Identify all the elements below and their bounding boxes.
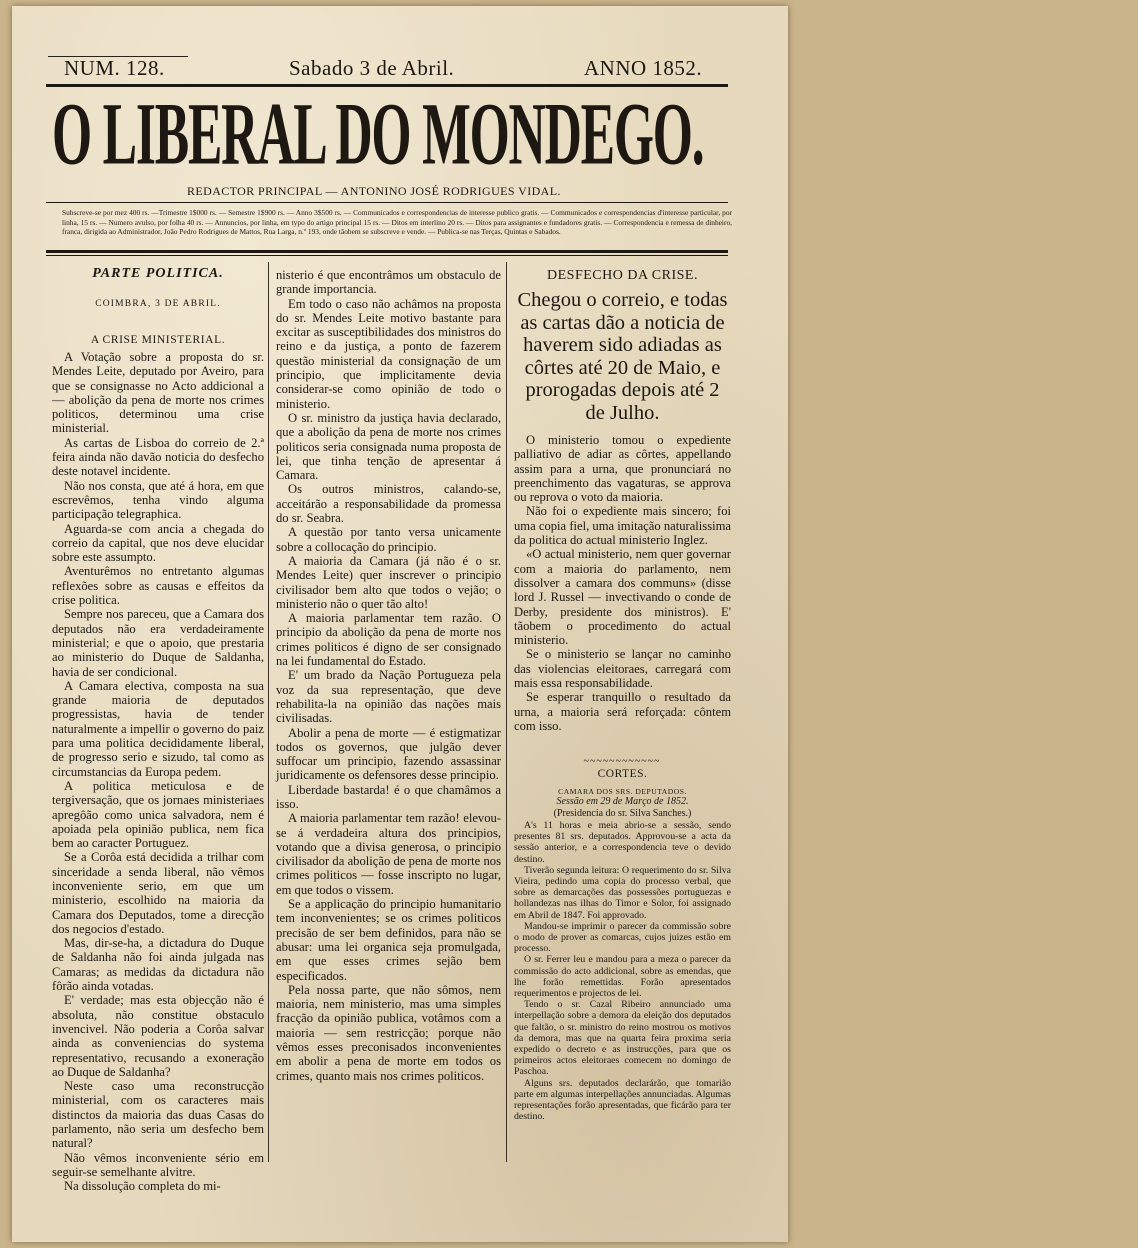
article-body [514,433,731,748]
masthead-title: O LIBERAL DO MONDEGO. [52,83,704,183]
paragraph: A questão por tanto versa unicamente sobre a collocação do principio. [276,525,501,554]
paragraph: Na dissolução completa do mi- [64,1179,221,1194]
paragraph: Aventurêmos no entretanto algumas reflexões sobre as causas e effeitos da crise politica. [52,564,264,608]
paragraph: A Votação sobre a proposta do sr. Mendes Leite, deputado por Aveiro, para que se consignasse no Acto addicional a — abolição da pena de morte nos crimes politicos, determinou uma crise ministerial. [52,350,264,436]
issue-year: ANNO 1852. [584,56,703,80]
paragraph: E' verdade; mas esta objecção não é absoluta, não constitue obstaculo invencivel. Não poderia a Corôa salvar ainda as conveniencias do systema representativo, recusando a exoneração ao Duque de Saldanha? [52,993,264,1079]
redactor-line: REDACTOR PRINCIPAL — ANTONINO JOSÉ RODRIGUES VIDAL. [187,184,561,198]
paragraph: Se o ministerio se lançar no caminho das violencias eleitoraes, carregará com mais essa responsabilidade. [514,647,731,691]
paragraph: Em todo o caso não achâmos na proposta do sr. Mendes Leite motivo bastante para excitar as susceptibilidades dos ministros do reino e da justiça, a ponto de fazerem questão ministerial da consignação de um principio, que implicitamente devia considerar-se como opinião de todo o ministerio. [276,296,501,411]
paragraph: Não nos consta, que até á hora, em que escrevêmos, tenha vindo alguma participação telegraphica. [52,478,264,522]
paragraph: A maioria parlamentar tem razão! elevou-se á verdadeira altura dos principios, votando que a divisa generosa, o principio civilisador da abolição de pena de morte nos crimes politicos — fosse inscripto no lugar, em que todos o vissem. [276,811,501,897]
paragraph: Se esperar tranquillo o resultado da urna, a maioria será reforçada: côntem com isso. [514,690,731,733]
paragraph: Se a Corôa está decidida a trilhar com sinceridade a senda liberal, não vêmos inconveniente serio, em que um ministerio, escolhido na maioria da Camara dos Deputados, tome a direcção dos negocios d'estado. [52,850,264,936]
issue-date: Sabado 3 de Abril. [289,56,455,80]
headline: Chegou o correio, e todas as cartas dão a noticia de haverem sido adiadas as côrtes até 20 de Maio, e prorogadas depois até 2 de Julho. [517,289,728,424]
paragraph: E' um brado da Nação Portugueza pela voz da sua representação, que deve rehabilita-la na opinião das nações mais civilisadas. [276,668,501,726]
paragraph: A maioria da Camara (já não é o sr. Mendes Leite) quer inscrever o principio civilisador bem alto que todos o vejão; o ministerio não o quer tão alto! [276,553,501,611]
paragraph: Alguns srs. deputados declarárão, que tomarião parte em algumas interpellações annunciadas. Algumas representações forão apresentadas, que ficárão para ter destino. [514,1077,731,1123]
minutes-body [514,820,731,1176]
paragraph: O sr. ministro da justiça havia declarado, que a abolição da pena de morte nos crimes politicos seria consignada numa proposta de lei, que tinha tenção de apresentar á Camara. [276,410,501,483]
paragraph: «O actual ministerio, nem quer governar com a maioria do parlamento, nem dissolver a camara dos communs» (disse lord J. Russel — invectivando o conde de Derby, presidente dos ministros). E' tãobem o procedimento do actual ministerio. [514,547,731,648]
paragraph: Tiverão segunda leitura: O requerimento do sr. Silva Vieira, pedindo uma copia do processo verbal, que sobre as demarcações das possessões portuguezas e hollandezas nas ilhas do Timor e Solor, foi assignado em Abril de 1847. Foi approvado. [514,864,731,921]
session-date: Sessão em 29 de Março de 1852. [556,796,689,807]
paragraph: A Camara electiva, composta na sua grande maioria de deputados progressistas, havia de tender naturalmente a impellir o governo do paiz para uma politica decididamente liberal, de progresso serio e sizudo, tal como as circumstancias da Europa pedem. [52,678,264,779]
subscription-terms: Subscreve-se por mez 400 rs. —Trimestre 1$000 rs. — Semestre 1$900 rs. — Anno 3$500 rs. — Communicados e correspondencias de interesse publico gratis. — Communicados e correspondencias d'interesse particular, por linha, 15 rs. — Numero avulso, por folha 40 rs. — Annuncios, por linha, em typo do artigo principal 15 rs. — Ditos em interlino 20 rs. — Ditos para assignantes e fundadores gratis. — Correspondencia e remessa de dinheiro, franca, dirigida ao Administrador, João Pedro Rodrigues de Mattos, Rua Larga, n.º 193, onde tãobem se subscreve e vende. — Publica-se nas Terças, Quintas e Sabados. [62,208,732,237]
terms-rule-bottom [46,250,728,253]
newspaper-page [12,6,788,1242]
paragraph: nisterio é que encontrâmos um obstaculo de grande importancia. [276,268,501,297]
paragraph: Se a applicação do principio humanitario tem inconvenientes; se os crimes politicos precisão de ser bem definidos, para não se abusar: uma lei organica seja promulgada, em que esses crimes sejão bem especificados. [276,897,501,983]
paragraph: Mas, dir-se-ha, a dictadura do Duque de Saldanha não foi ainda julgada nas Camaras; as medidas da dictadura não fôrão ainda votadas. [52,936,264,994]
paragraph: As cartas de Lisboa do correio de 2.ª feira ainda não davão noticia do desfecho deste notavel incidente. [52,435,264,479]
terms-rule-bottom-thin [46,255,728,256]
paragraph: Neste caso uma reconstrucção ministerial, com os caracteres mais distinctos da maioria das duas Casas do parlamento, não seria um desfecho bem natural? [52,1079,264,1151]
section-heading: PARTE POLITICA. [92,266,224,281]
column-divider [506,262,507,1162]
section-heading: CORTES. [597,768,648,780]
ornament-divider: ~~~~~~~~~~~~ [583,756,661,767]
paragraph: A politica meticulosa e de tergiversação, que os jornaes ministeriaes apregôão como unica salvadora, nem é apoiada pela opinião publica, nem fica bem ao caracter Portuguez. [52,778,264,851]
paragraph: Aguarda-se com ancia a chegada do correio da capital, que nos deve elucidar sobre este assumpto. [52,521,264,565]
issue-number: NUM. 128. [64,56,165,80]
paragraph: Abolir a pena de morte — é estigmatizar todos os governos, que julgão dever suffocar um principio, fazendo assassinar juridicamente os defensores desse principio. [276,725,501,783]
terms-rule-top [46,202,728,203]
paragraph: Não vêmos inconveniente sério em seguir-se semelhante alvitre. [52,1150,264,1179]
article-body [52,350,264,1194]
presidency: (Presidencia do sr. Silva Sanches.) [553,808,692,819]
paragraph: A's 11 horas e meia abrio-se a sessão, sendo presentes 81 srs. deputados. Approvou-se a acta da sessão anterior, e a correspondencia teve o devido destino. [514,820,731,865]
masthead [52,83,732,183]
paragraph: O sr. Ferrer leu e mandou para a meza o parecer da commissão do acto addicional, sobre as emendas, que lhe forão remettidas. Forão apresentados requerimentos e projectos de lei. [514,954,731,1000]
paragraph: A maioria parlamentar tem razão. O principio da abolição da pena de morte nos crimes politicos é digno de ser consignado na lei fundamental do Estado. [276,611,501,669]
dateline: COIMBRA, 3 DE ABRIL. [95,299,221,309]
paragraph: Sempre nos pareceu, que a Camara dos deputados não era verdadeiramente ministerial; e que o apoio, que prestaria ao ministerio do Duque de Saldanha, havia de ser condicional. [52,607,264,679]
article-continuation [276,268,501,1164]
paragraph: Pela nossa parte, que não sômos, nem maioria, nem ministerio, mas uma simples fracção da opinião publica, votâmos com a maioria — sem restricção; porque não vêmos esses preconisados inconvenientes em abolir a pena de morte em todos os crimes, quanto mais nos crimes politicos. [276,982,501,1083]
paragraph: Mandou-se imprimir o parecer da commissão sobre o modo de prover as comarcas, cujos juizes estão em processo. [514,920,731,955]
paragraph: O ministerio tomou o expediente palliativo de adiar as côrtes, appellando assim para a urna, que pronunciará no preenchimento das vagaturas, se approva ou reprova o voto da maioria. [514,433,731,505]
article-title: DESFECHO DA CRISE. [547,268,698,283]
paragraph: Tendo o sr. Cazal Ribeiro annunciado uma interpellação sobre a demora da eleição dos deputados que faltão, o sr. ministro do reino mostrou os motivos da demora, mas que na quarta feira proxima seria expedido o decreto e as instrucções, para que os primeiros actos eleitoraes comecem no domingo de Paschoa. [514,999,731,1078]
subheading: CAMARA DOS SRS. DEPUTADOS. [558,787,687,796]
paragraph: Liberdade bastarda! é o que chamâmos a isso. [276,782,501,811]
column-divider [268,262,269,1162]
paragraph: Os outros ministros, calando-se, acceitárão a responsabilidade da promessa do sr. Seabra. [276,482,501,526]
article-title: A CRISE MINISTERIAL. [90,334,226,346]
paragraph: Não foi o expediente mais sincero; foi uma copia fiel, uma imitação naturalissima da politica do actual ministerio Inglez. [514,504,731,548]
